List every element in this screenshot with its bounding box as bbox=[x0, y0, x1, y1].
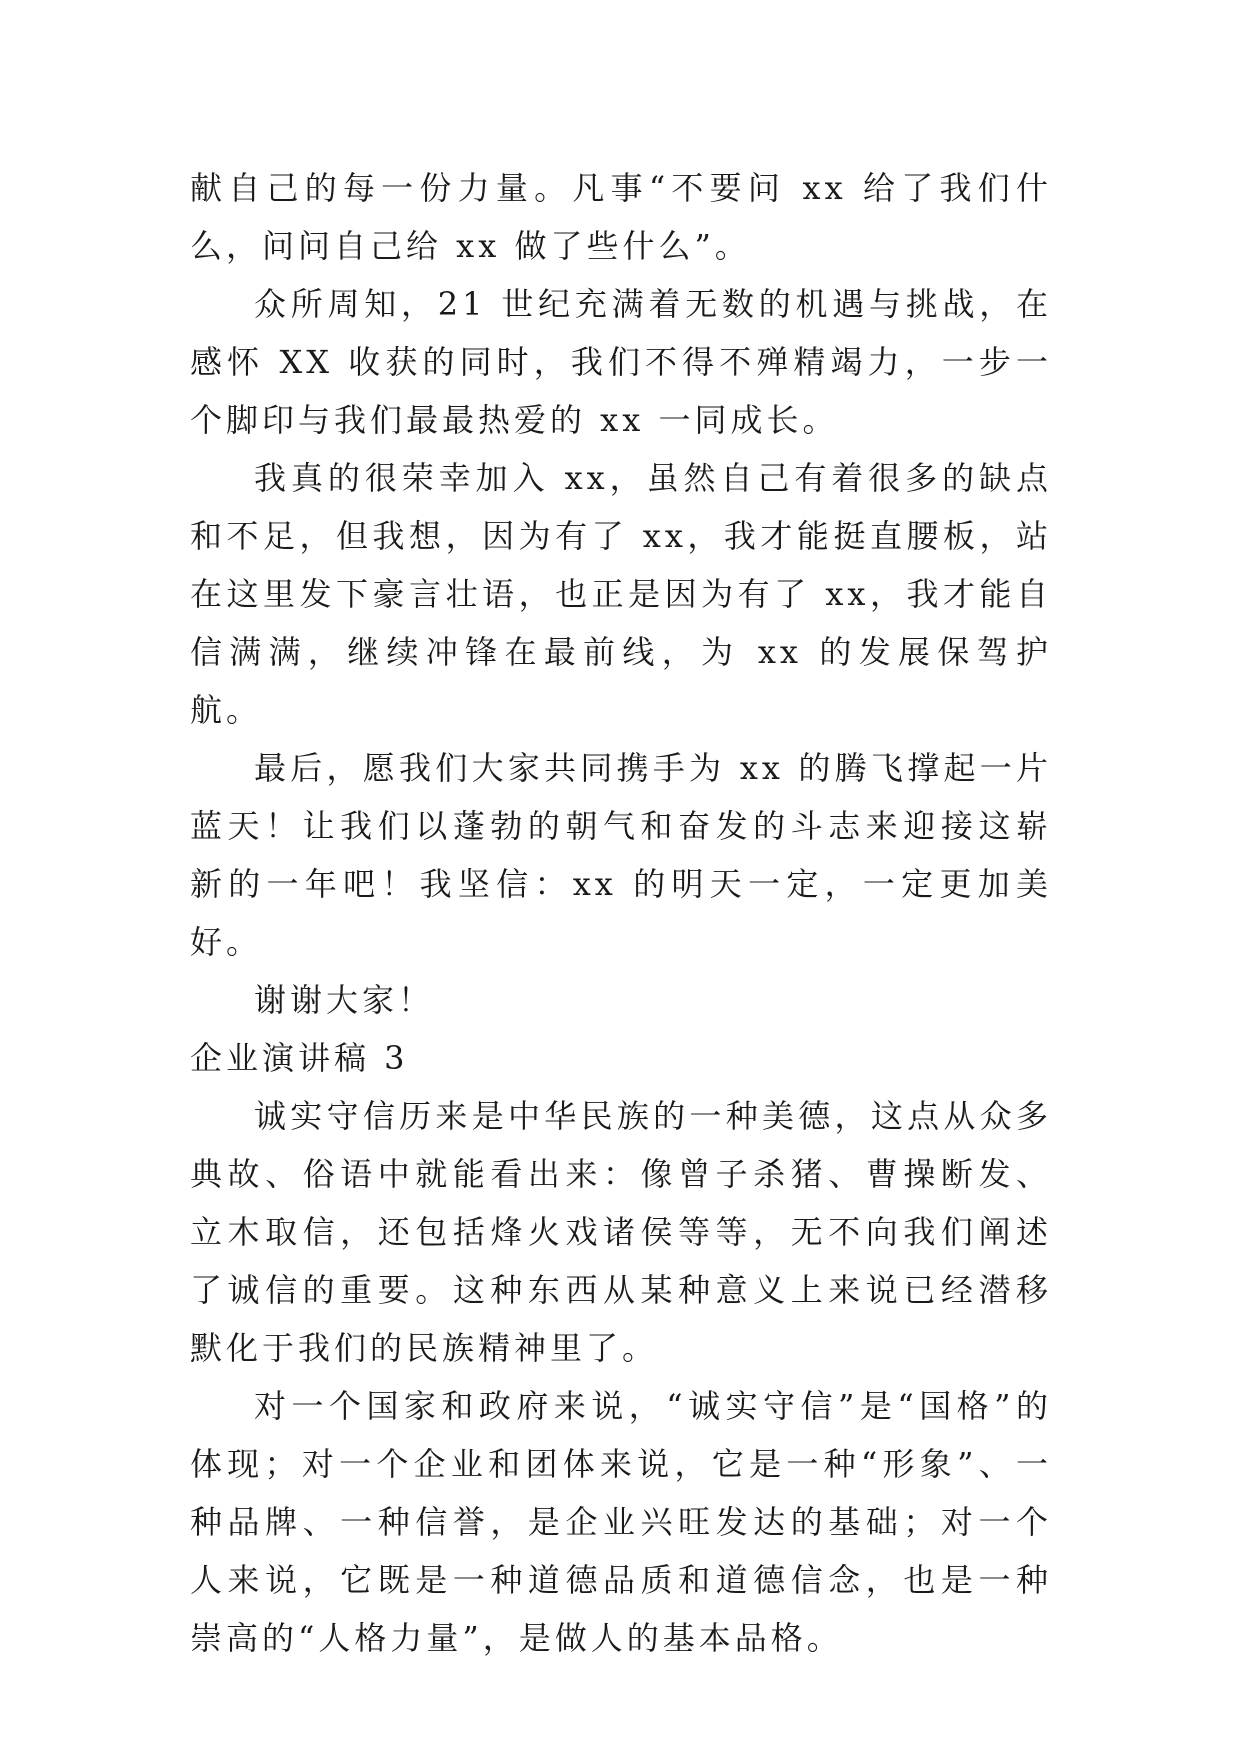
paragraph-honored-to-join: 我真的很荣幸加入 xx，虽然自己有着很多的缺点和不足，但我想，因为有了 xx，我才能挺直腰板，站在这里发下豪言壮语，也正是因为有了 xx，我才能自信满满，继续冲锋在最前线，为 xx 的发展保驾护航。 bbox=[190, 459, 1052, 729]
paragraph-closing-wish: 最后，愿我们大家共同携手为 xx 的腾飞撑起一片蓝天！让我们以蓬勃的朝气和奋发的斗志来迎接这崭新的一年吧！我坚信：xx 的明天一定，一定更加美好。 bbox=[190, 749, 1052, 961]
paragraph-honesty-virtue: 诚实守信历来是中华民族的一种美德，这点从众多典故、俗语中就能看出来：像曾子杀猪、曹操断发、立木取信，还包括烽火戏诸侯等等，无不向我们阐述了诚信的重要。这种东西从某种意义上来说已经潜移默化于我们的民族精神里了。 bbox=[190, 1097, 1052, 1367]
section-title: 企业演讲稿 3 bbox=[190, 1039, 409, 1077]
paragraph-thanks: 谢谢大家！ bbox=[254, 981, 435, 1019]
paragraph-honesty-importance: 对一个国家和政府来说，“诚实守信”是“国格”的体现；对一个企业和团体来说，它是一种“形象”、一种品牌、一种信誉，是企业兴旺发达的基础；对一个人来说，它既是一种道德品质和道德信念，也是一种崇高的“人格力量”，是做人的基本品格。 bbox=[190, 1387, 1052, 1657]
paragraph-21st-century: 众所周知，21 世纪充满着无数的机遇与挑战，在感怀 XX 收获的同时，我们不得不殚精竭力，一步一个脚印与我们最最热爱的 xx 一同成长。 bbox=[190, 285, 1052, 439]
document-body bbox=[190, 159, 1052, 1667]
paragraph-continued: 献自己的每一份力量。凡事“不要问 xx 给了我们什么，问问自己给 xx 做了些什么”。 bbox=[190, 169, 1052, 265]
